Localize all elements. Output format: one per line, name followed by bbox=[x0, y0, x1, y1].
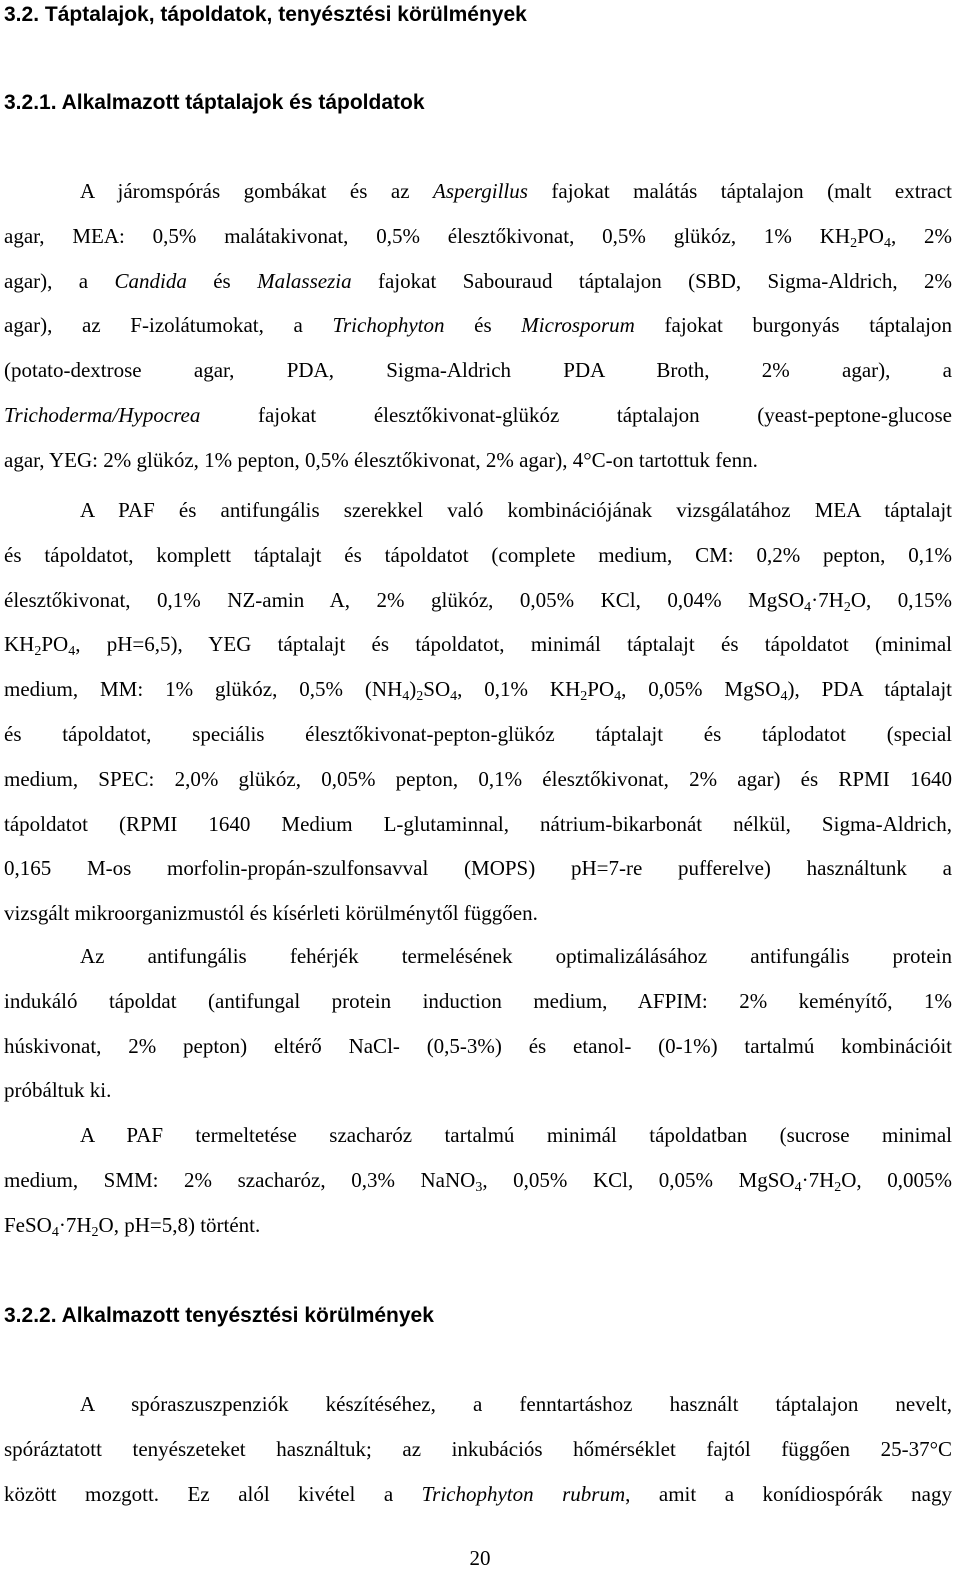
text-line: élesztőkivonat, 0,1% NZ-amin A, 2% glükóz, 0,05% KCl, 0,04% $MgSO_4\cdot 7H_2O$, 0,15% bbox=[4, 587, 952, 615]
text-line: Trichoderma/Hypocrea fajokat élesztőkivonat-glükóz táptalajon (yeast-peptone-glucose bbox=[4, 402, 952, 427]
text-line: között mozgott. Ez alól kivétel a Trichophyton rubrum, amit a konídiospórák nagy bbox=[4, 1481, 953, 1506]
text-line: agar, YEG: 2% glükóz, 1% pepton, 0,5% élesztőkivonat, 2% agar), 4°C-on tartottuk fenn. bbox=[4, 447, 758, 472]
text-line: agar), az F-izolátumokat, a Trichophyton és Microsporum fajokat burgonyás táptalajon bbox=[4, 313, 953, 338]
text-line: és tápoldatot, speciális élesztőkivonat-pepton-glükóz táptalajt és táplodatot (special bbox=[4, 721, 952, 746]
text-line: (potato-dextrose agar, PDA, Sigma-Aldrich PDA Broth, 2% agar), a bbox=[4, 358, 952, 383]
text-line: 0,165 M-os morfolin-propán-szulfonsavval (MOPS) pH=7-re pufferelve) használtunk a bbox=[4, 856, 952, 881]
text-line: medium, SPEC: 2,0% glükóz, 0,05% pepton, 0,1% élesztőkivonat, 2% agar) és RPMI 1640 bbox=[4, 766, 952, 791]
text-line: tápoldatot (RPMI 1640 Medium L-glutaminnal, nátrium-bikarbonát nélkül, Sigma-Aldrich, bbox=[4, 811, 952, 836]
paragraph-afpim bbox=[4, 934, 952, 1113]
paragraph-paf-production bbox=[4, 1113, 952, 1247]
text-line: spóráztatott tenyészeteket használtuk; az inkubációs hőmérséklet fajtól függően 25-37°C bbox=[4, 1436, 952, 1461]
text-line: agar, MEA: 0,5% malátakivonat, 0,5% élesztőkivonat, 0,5% glükóz, 1% $KH_2PO_4$, 2% bbox=[4, 223, 952, 251]
page-number: 20 bbox=[469, 1546, 491, 1570]
text-line: húskivonat, 2% pepton) eltérő NaCl- (0,5-3%) és etanol- (0-1%) tartalmú kombinációit bbox=[4, 1033, 952, 1058]
text-line: $KH_2PO_4$, pH=6,5), YEG táptalajt és tápoldatot, minimál táptalajt és tápoldatot (minimal bbox=[4, 632, 952, 660]
text-line: vizsgált mikroorganizmustól és kísérleti körülménytől függően. bbox=[4, 901, 538, 926]
paragraph-culture-conditions bbox=[4, 1382, 952, 1516]
section-heading: 3.2. Táptalajok, tápoldatok, tenyésztési körülmények bbox=[4, 3, 527, 26]
text-line: A PAF és antifungális szerekkel való kombinációjának vizsgálatához MEA táptalajt bbox=[80, 498, 952, 522]
text-line: A PAF termeltetése szacharóz tartalmú minimál tápoldatban (sucrose minimal bbox=[80, 1123, 952, 1147]
paragraph-paf-combination bbox=[4, 488, 952, 936]
text-line: és tápoldatot, komplett táptalajt és tápoldatot (complete medium, CM: 0,2% pepton, 0,1% bbox=[4, 542, 952, 567]
text-line: próbáltuk ki. bbox=[4, 1078, 112, 1103]
text-line: A járomspórás gombákat és az Aspergillus fajokat malátás táptalajon (malt extract bbox=[80, 179, 953, 203]
text-line: medium, MM: 1% glükóz, 0,5% $(NH_4)_2SO_4$, 0,1% $KH_2PO_4$, 0,05% MgSO$_4$), PDA táptalajt bbox=[4, 677, 952, 705]
text-line: indukáló tápoldat (antifungal protein induction medium, AFPIM: 2% keményítő, 1% bbox=[4, 988, 952, 1013]
text-line: agar), a Candida és Malassezia fajokat Sabouraud táptalajon (SBD, Sigma-Aldrich, 2% bbox=[4, 268, 953, 293]
subsection-heading-media: 3.2.1. Alkalmazott táptalajok és tápoldatok bbox=[4, 91, 425, 114]
text-line: $FeSO_4\cdot 7H_2O$, pH=5,8) történt. bbox=[4, 1212, 261, 1240]
paragraph-culture-media bbox=[4, 169, 952, 483]
text-line: medium, SMM: 2% szacharóz, 0,3% NaNO$_3$, 0,05% KCl, 0,05% $MgSO_4\cdot 7H_2O$, 0,005% bbox=[4, 1167, 952, 1195]
text-line: Az antifungális fehérjék termelésének optimalizálásához antifungális protein bbox=[80, 944, 952, 968]
text-line: A spóraszuszpenziók készítéséhez, a fenntartáshoz használt táptalajon nevelt, bbox=[80, 1392, 952, 1416]
subsection-heading-conditions: 3.2.2. Alkalmazott tenyésztési körülmények bbox=[4, 1304, 434, 1327]
